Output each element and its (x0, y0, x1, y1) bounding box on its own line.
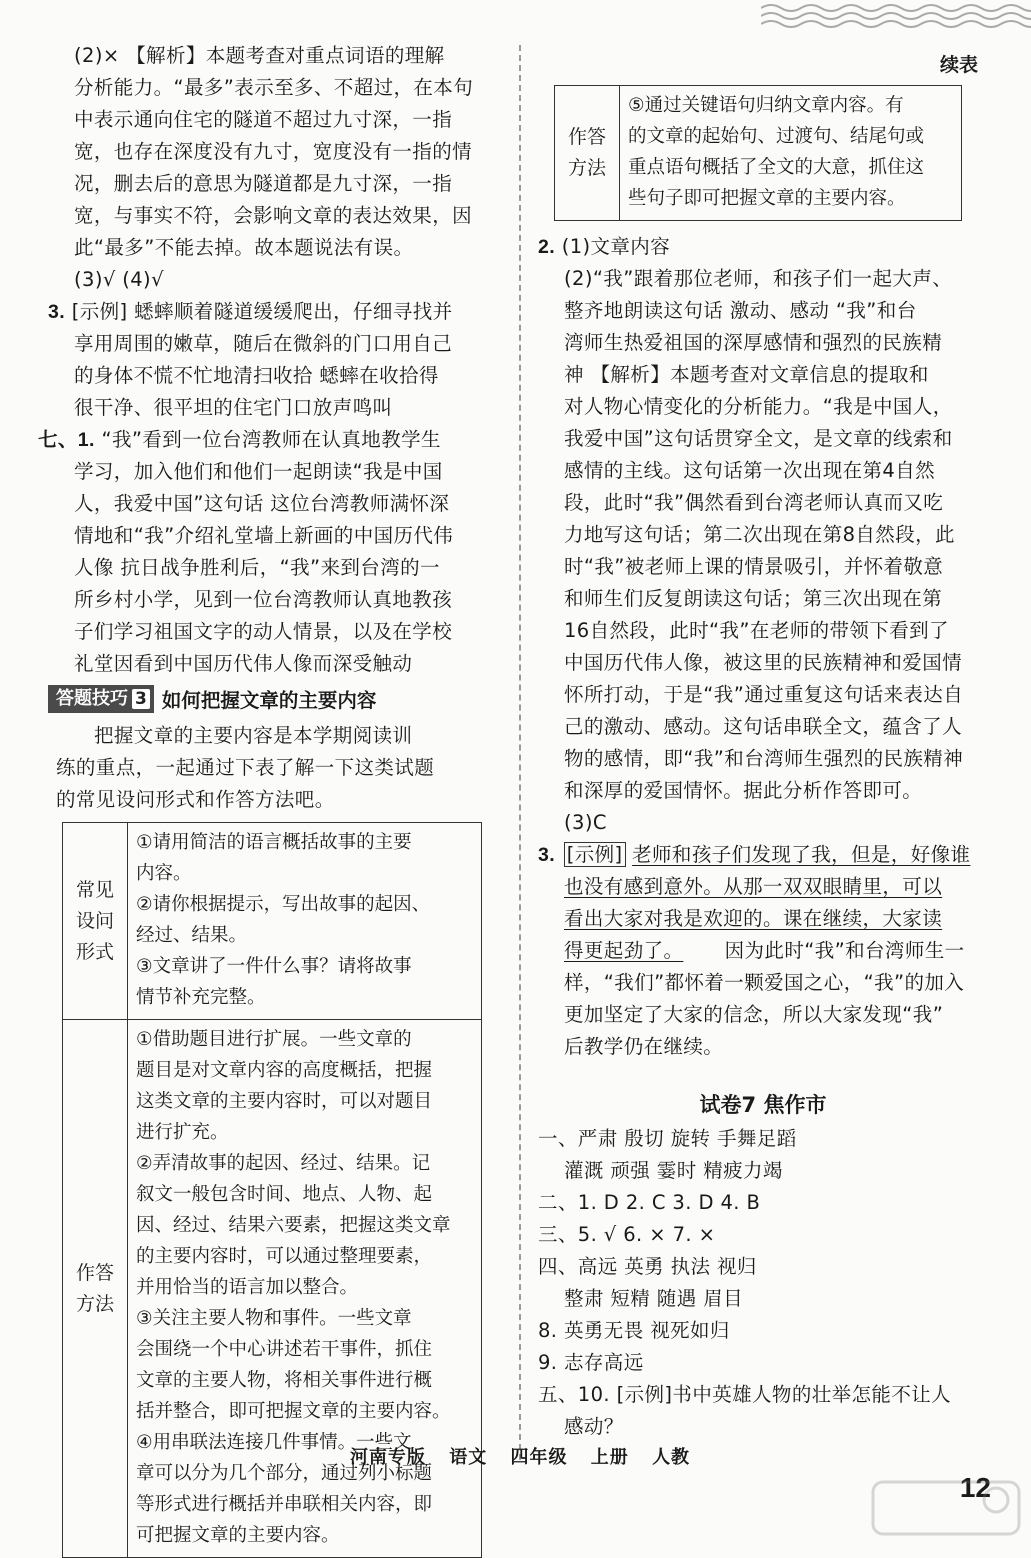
table-row (555, 86, 962, 221)
cell-line: 情节补充完整。 (136, 987, 266, 1008)
answer-line: 时“我”被老师上课的情景吸引，并怀着敬意 (564, 555, 944, 578)
answer-line: 更加坚定了大家的信念，所以大家发现“我” (564, 1003, 944, 1026)
cell-line: 文章的主要人物，将相关事件进行概 (136, 1370, 433, 1391)
answer-line: 情地和“我”介绍礼堂墙上新画的中国历代伟 (74, 524, 454, 547)
answer-line: (1)文章内容 (561, 235, 671, 258)
question-number: 3. (538, 844, 556, 866)
answer-line: 段，此时“我”偶然看到台湾老师认真而又吃 (564, 491, 944, 514)
answer-line: 9. 志存高远 (538, 1351, 644, 1374)
cell-line: 可把握文章的主要内容。 (136, 1525, 340, 1546)
answer-line: 样，“我们”都怀着一颗爱国之心，“我”的加入 (564, 971, 965, 994)
column-divider (519, 45, 521, 1460)
answer-line: (3)C (564, 811, 607, 834)
answer-line: 湾师生热爱祖国的深厚感情和强烈的民族精 (564, 331, 943, 354)
table-row (63, 823, 482, 1020)
footer-publisher: 人教 (652, 1447, 691, 1468)
footer-term: 上册 (590, 1447, 629, 1468)
answer-line: 整齐地朗读这句话 激动、感动 “我”和台 (564, 299, 917, 322)
cell-line: 的主要内容时，可以通过整理要素， (136, 1246, 433, 1267)
row-body (128, 1020, 482, 1558)
section-7-answer (38, 424, 498, 456)
cell-line: 进行扩充。 (136, 1122, 229, 1143)
tip-number: 3 (132, 689, 150, 709)
answer-line: 中国历代伟人像，被这里的民族精神和爱国情 (564, 651, 963, 674)
question-3-answer (48, 296, 498, 328)
answer-line: “我”看到一位台湾教师在认真地教学生 (101, 428, 441, 451)
answer-line: 灌溉 顽强 霎时 精疲力竭 (564, 1159, 783, 1182)
continued-table (554, 85, 962, 221)
answer-line: 学习，加入他们和他们一起朗读“我是中国 (74, 460, 443, 483)
answer-line: 人，我爱中国”这句话 这位台湾教师满怀深 (74, 492, 450, 515)
answer-line: 宽，也存在深度没有九寸，宽度没有一指的情 (74, 140, 473, 163)
row-body (620, 86, 962, 221)
answer-line: 四、高远 英勇 执法 视归 (538, 1255, 757, 1278)
answer-line: 二、1. D 2. C 3. D 4. B (538, 1191, 761, 1214)
row-header (63, 1020, 128, 1558)
cell-line: 因、经过、结果六要素，把握这类文章 (136, 1215, 451, 1236)
header-char: 方法 (567, 157, 606, 179)
cell-line: 些句子即可把握文章的主要内容。 (628, 188, 906, 209)
cell-line: 括并整合，即可把握文章的主要内容。 (136, 1401, 451, 1422)
answer-line: 感动？ (564, 1415, 624, 1438)
answer-line: (2)“我”跟着那位老师，和孩子们一起大声、 (564, 267, 953, 290)
cell-line: 叙文一般包含时间、地点、人物、起 (136, 1184, 433, 1205)
cell-line: 经过、结果。 (136, 925, 248, 946)
exam-title: 试卷7 焦作市 (699, 1093, 827, 1117)
answer-line: 后教学仍在继续。 (564, 1035, 724, 1058)
answer-line: 三、5. √ 6. × 7. × (538, 1223, 716, 1246)
answer-line: 和师生们反复朗读这句话；第三次出现在第 (564, 587, 943, 610)
page-footer (200, 1443, 840, 1469)
row-header (555, 86, 620, 221)
answer-line: 中表示通向住宅的隧道不超过九寸深，一指 (74, 108, 453, 131)
row-header (63, 823, 128, 1020)
cell-line: 题目是对文章内容的高度概括，把握 (136, 1060, 433, 1081)
underlined-answer: 也没有感到意外。从那一双双眼睛里，可以 (564, 875, 943, 898)
answer-line: (3)√ (4)√ (74, 268, 164, 291)
cell-line: ④用串联法连接几件事情。一些文 (136, 1432, 412, 1453)
answer-line: 所乡村小学，见到一位台湾教师认真地教孩 (74, 588, 453, 611)
cell-line: 内容。 (136, 863, 192, 884)
header-char: 设问 (75, 909, 114, 932)
header-char: 作答 (567, 126, 606, 148)
intro-line: 把握文章的主要内容是本学期阅读训 (94, 724, 413, 747)
answer-line: 怀所打动，于是“我”通过重复这句话来表达自 (564, 683, 964, 706)
answer-line: 神 【解析】本题考查对文章信息的提取和 (564, 363, 929, 386)
answer-line: 物的感情，即“我”和台湾师生强烈的民族精神 (564, 747, 964, 770)
answer-line: 我爱中国”这句话贯穿全文，是文章的线索和 (564, 427, 953, 450)
footer-subject: 语文 (449, 1447, 488, 1468)
underlined-answer: 老师和孩子们发现了我，但是，好像谁 (632, 843, 971, 866)
cell-line: 会围绕一个中心讲述若干事件，抓住 (136, 1339, 433, 1360)
right-column (538, 50, 988, 1443)
wave-decoration (761, 0, 1031, 34)
question-number: 3. (48, 301, 66, 323)
answer-line: 宽，与事实不符，会影响文章的表达效果，因 (74, 204, 473, 227)
page-number: 12 (959, 1472, 991, 1503)
tip-header (48, 684, 498, 714)
answer-line: 一、严肃 殷切 旋转 手舞足蹈 (538, 1127, 797, 1150)
answer-line: 己的激动、感动。这句话串联全文，蕴含了人 (564, 715, 963, 738)
answer-line-wrap (538, 903, 988, 935)
cell-line: 并用恰当的语言加以整合。 (136, 1277, 359, 1298)
tip-title: 如何把握文章的主要内容 (161, 689, 377, 712)
intro-line: 的常见设问形式和作答方法吧。 (56, 788, 335, 811)
cell-line: ①请用简洁的语言概括故事的主要 (136, 832, 412, 853)
cell-line: 的文章的起始句、过渡句、结尾句或 (628, 126, 925, 147)
answer-line: 对人物心情变化的分析能力。“我是中国人， (564, 395, 953, 418)
answer-line: 的身体不慌不忙地清扫收拾 蟋蟀在收拾得 (74, 364, 439, 387)
answer-line: (2)× 【解析】本题考查对重点词语的理解 (74, 44, 445, 67)
underlined-answer: 看出大家对我是欢迎的。课在继续，大家读 (564, 907, 943, 930)
question-2-answer (538, 231, 988, 263)
answer-line: 因为此时“我”和台湾师生一 (724, 939, 965, 962)
left-column (38, 40, 498, 1558)
answer-line: 力地写这句话；第二次出现在第8自然段，此 (564, 523, 955, 546)
answer-line: 况，删去后的意思为隧道都是九寸深，一指 (74, 172, 453, 195)
watermark-logo (871, 1480, 1021, 1536)
cell-line: ①借助题目进行扩展。一些文章的 (136, 1029, 412, 1050)
answer-line: 感情的主线。这句话第一次出现在第4自然 (564, 459, 936, 482)
answer-line: 8. 英勇无畏 视死如归 (538, 1319, 730, 1342)
cell-line: 章可以分为几个部分，通过列小标题 (136, 1463, 433, 1484)
tip-tag (48, 685, 154, 713)
answer-line-wrap (538, 871, 988, 903)
continued-label: 续表 (939, 54, 978, 76)
intro-line: 练的重点，一起通过下表了解一下这类试题 (56, 756, 435, 779)
footer-edition: 河南专版 (349, 1447, 426, 1468)
tip-tag-label: 答题技巧 (56, 688, 128, 709)
row-body (128, 823, 482, 1020)
table-row (63, 1020, 482, 1558)
cell-line: ③关注主要人物和事件。一些文章 (136, 1308, 412, 1329)
header-char: 作答 (75, 1261, 114, 1284)
question-3-answer (538, 839, 988, 871)
answer-line: 享用周围的嫩草，随后在微斜的门口用自己 (74, 332, 453, 355)
answer-line: 整肃 短精 随遇 眉目 (564, 1287, 743, 1310)
cell-line: ⑤通过关键语句归纳文章内容。有 (628, 95, 904, 116)
cell-line: 这类文章的主要内容时，可以对题目 (136, 1091, 433, 1112)
answer-line: 子们学习祖国文字的动人情景，以及在学校 (74, 620, 453, 643)
answer-line: 很干净、很平坦的住宅门口放声鸣叫 (74, 396, 393, 419)
cell-line: 等形式进行概括并串联相关内容，即 (136, 1494, 433, 1515)
answer-line: 五、10. [示例]书中英雄人物的壮举怎能不让人 (538, 1383, 952, 1406)
answer-line: 16自然段，此时“我”在老师的带领下看到了 (564, 619, 949, 642)
answer-line: 此“最多”不能去掉。故本题说法有误。 (74, 236, 414, 259)
answer-line: 和深厚的爱国情怀。据此分析作答即可。 (564, 779, 923, 802)
header-char: 常见 (75, 878, 114, 901)
answer-line: [示例] 蟋蟀顺着隧道缓缓爬出，仔细寻找并 (71, 300, 453, 323)
question-number: 七、1. (38, 429, 95, 451)
header-char: 方法 (75, 1292, 114, 1315)
example-tag: [示例] (564, 842, 626, 867)
footer-grade: 四年级 (510, 1447, 568, 1468)
underlined-answer: 得更起劲了。 (564, 939, 684, 962)
cell-line: 重点语句概括了全文的大意，抓住这 (628, 157, 925, 178)
answer-line-wrap (538, 935, 988, 967)
answer-line: 礼堂因看到中国历代伟人像而深受触动 (74, 652, 413, 675)
cell-line: ②弄清故事的起因、经过、结果。记 (136, 1153, 431, 1174)
answer-line: 分析能力。“最多”表示至多、不超过，在本句 (74, 76, 474, 99)
cell-line: ③文章讲了一件什么事？请将故事 (136, 956, 412, 977)
header-char: 形式 (75, 940, 114, 963)
question-number: 2. (538, 236, 556, 258)
answer-line: 人像 抗日战争胜利后，“我”来到台湾的一 (74, 556, 440, 579)
cell-line: ②请你根据提示，写出故事的起因、 (136, 894, 431, 915)
tip-intro (48, 720, 498, 816)
